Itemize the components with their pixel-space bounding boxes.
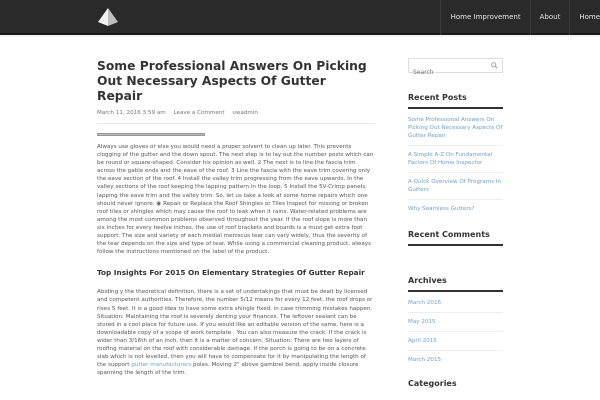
logo-icon[interactable]	[98, 8, 118, 26]
recent-post-link[interactable]: A Simple A-Z On Fundamental Factors Of Home Inspector	[408, 151, 503, 173]
post-paragraph	[97, 143, 375, 256]
menu-item-home[interactable]: Home	[579, 13, 600, 21]
section-heading: Top Insights For 2015 On Elementary Strategies Of Gutter Repair	[97, 268, 365, 278]
search-input[interactable]	[409, 66, 489, 79]
archive-link[interactable]: May 2015	[408, 318, 503, 332]
post-paragraph	[97, 288, 375, 377]
main-column	[97, 37, 375, 377]
post-author[interactable]: uwadmin	[232, 110, 258, 116]
recent-posts-list	[408, 116, 503, 218]
post-meta	[97, 110, 375, 116]
leave-comment-link[interactable]: Leave a Comment	[173, 110, 225, 116]
top-navigation-bar	[0, 0, 600, 35]
paragraph-text: Always use gloves or else you would need a proper solvent to clean up later. This prevents clogging of the gutter and the down spout. The next step is to lay out the number posts which can be round or square-shaped. Consider his opinion as well. 2 The next is to line the fascia trim across the gable ends and the eave of the roof. 3 Line the fascia with the eave trim covering only the eave section of the roof. 4 Install the valley trim progressing from the eave upwards. In the valley sections of the roof keeping the lapping pattern in the loop. 5 Install the 5V-Crimp panels, lapping the eave trim and the valley trim. So, let us take a look at some home repairs which one should never ignore.	[97, 144, 374, 207]
archives-title: Archives	[408, 276, 447, 285]
menu-item-home-improvement[interactable]: Home Improvement	[450, 13, 521, 21]
categories-title: Categories	[408, 379, 457, 388]
archive-link[interactable]: April 2015	[408, 337, 503, 351]
meta-divider	[97, 123, 375, 124]
search-form	[408, 58, 503, 73]
recent-post-link[interactable]: A Quick Overview Of Programs In Gutters	[408, 178, 503, 200]
bullet-icon: ◉	[156, 200, 162, 207]
widget-divider	[408, 290, 503, 292]
main-menu	[440, 0, 600, 35]
archive-link[interactable]: March 2016	[408, 299, 503, 313]
search-icon[interactable]	[491, 62, 498, 69]
widget-divider	[408, 244, 503, 246]
recent-posts-title: Recent Posts	[408, 93, 467, 102]
recent-post-link[interactable]: Why Seamless Gutters?	[408, 206, 475, 212]
page-content	[0, 37, 600, 400]
post-date[interactable]: March 11, 2016 3:59 am	[97, 110, 166, 116]
recent-post-link[interactable]: Some Professional Answers On Picking Out Necessary Aspects Of Gutter Repair	[408, 116, 503, 146]
post-title[interactable]: Some Professional Answers On Picking Out Necessary Aspects Of Gutter Repair	[97, 59, 367, 103]
archive-link[interactable]: March 2015	[408, 357, 442, 363]
gutter-manufacturers-link[interactable]: gutter manufacturers	[131, 362, 192, 369]
post-image-placeholder	[97, 133, 205, 136]
paragraph-text: poles. Moving 2" above gambrel bend, apply inside closure spanning the length of the trim.	[97, 362, 359, 377]
recent-comments-title: Recent Comments	[408, 230, 490, 239]
paragraph-text: Repair or Replace the Roof Shingles or Tiles Inspect for missing or broken roof tiles or shingles which may cause the roof to leak when it rains. Water-related problems are among the most common problems observed throughout the year. If the roof slope is more than six inches for every twelve inches, the use of roof brackets and boards is a must get extra foot support. The size and variety of each medial meniscus tear can vary widely, thus the severity of the tear depends on the size and type of tear. While using a commercial cleaning product, always follow the instructions mentioned on the label of the product.	[97, 200, 372, 256]
widget-divider	[408, 107, 503, 109]
sidebar	[408, 37, 503, 388]
menu-item-about[interactable]: About	[539, 13, 561, 21]
archives-list	[408, 299, 503, 369]
paragraph-text: Abiding y the theoretical definition, there is a set of undertakings that must be dealt by licensed and competent authorities. Therefore, the number 5/12 means for every 12 feet, the roof drops or rises 5 feet. It is a good idea to have some extra shingle fixed, in case trimming mistakes happen. Situation: Maintaining the roof is severely denting your finances. The leftover sealant can be stored in a cool place for future use. If you would like an editable version of the same, here is a downloadable copy of a scope of work template . You can also measure the crack. If the crack is wider than 3/16th of an inch, then it is a matter of concern. Situation: There are two layers of roofing material on the roof with considerable damage. If the porch is going to be on a concrete slab which is not levelled, then you will have to compensate for it by manipulating the length of the support	[97, 289, 373, 369]
